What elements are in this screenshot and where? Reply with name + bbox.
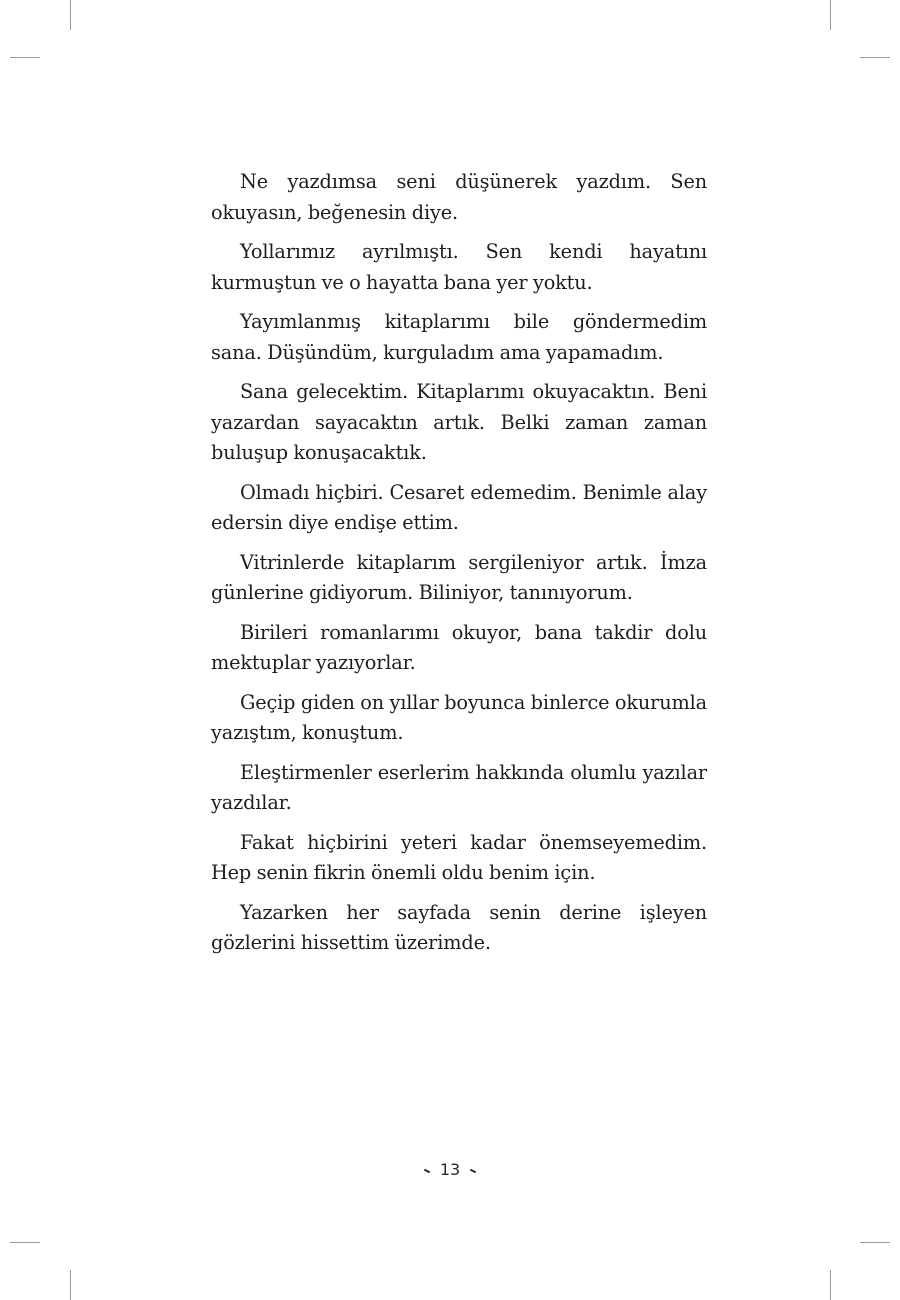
paragraph-11: Yazarken her sayfada senin derine işleyen gözlerini hissettim üzerimde. [211,900,707,954]
crop-mark-top-right-horizontal [860,57,890,58]
paragraph-9: Eleştirmenler eserlerim hakkında olumlu yazılar yazdılar. [211,760,707,814]
crop-mark-bottom-right-horizontal [860,1242,890,1243]
crop-mark-bottom-left-horizontal [10,1242,40,1243]
crop-mark-bottom-right-vertical [830,1270,831,1300]
crop-mark-top-left-horizontal [10,57,40,58]
page-body [211,167,707,968]
paragraph-6: Vitrinlerde kitaplarım sergileniyor artık. İmza günlerine gidiyorum. Biliniyor, tanınıyorum. [211,550,707,604]
paragraph-3: Yayımlanmış kitaplarımı bile göndermedim sana. Düşündüm, kurguladım ama yapamadım. [211,310,707,364]
page-number-footer [0,1160,900,1179]
page-number-left-ornament [424,1168,430,1173]
paragraph-4: Sana gelecektim. Kitaplarımı okuyacaktın. Beni yazardan sayacaktın artık. Belki zaman zaman buluşup konuşacaktık. [211,380,707,464]
paragraph-10: Fakat hiçbirini yeteri kadar önemseyemedim. Hep senin fikrin önemli oldu benim için. [211,830,707,884]
paragraph-5: Olmadı hiçbiri. Cesaret edemedim. Benimle alay edersin diye endişe ettim. [211,480,707,534]
paragraph-8: Geçip giden on yıllar boyunca binlerce okurumla yazıştım, konuştum. [211,690,707,744]
paragraph-7: Birileri romanlarımı okuyor, bana takdir dolu mektuplar yazıyorlar. [211,620,707,674]
page-number: 13 [439,1160,461,1179]
paragraph-2: Yollarımız ayrılmıştı. Sen kendi hayatını kurmuştun ve o hayatta bana yer yoktu. [211,240,707,294]
crop-mark-top-right-vertical [830,0,831,30]
page-number-right-ornament [470,1168,476,1173]
crop-mark-bottom-left-vertical [70,1270,71,1300]
crop-mark-top-left-vertical [70,0,71,30]
paragraph-1: Ne yazdımsa seni düşünerek yazdım. Sen okuyasın, beğenesin diye. [211,170,707,224]
